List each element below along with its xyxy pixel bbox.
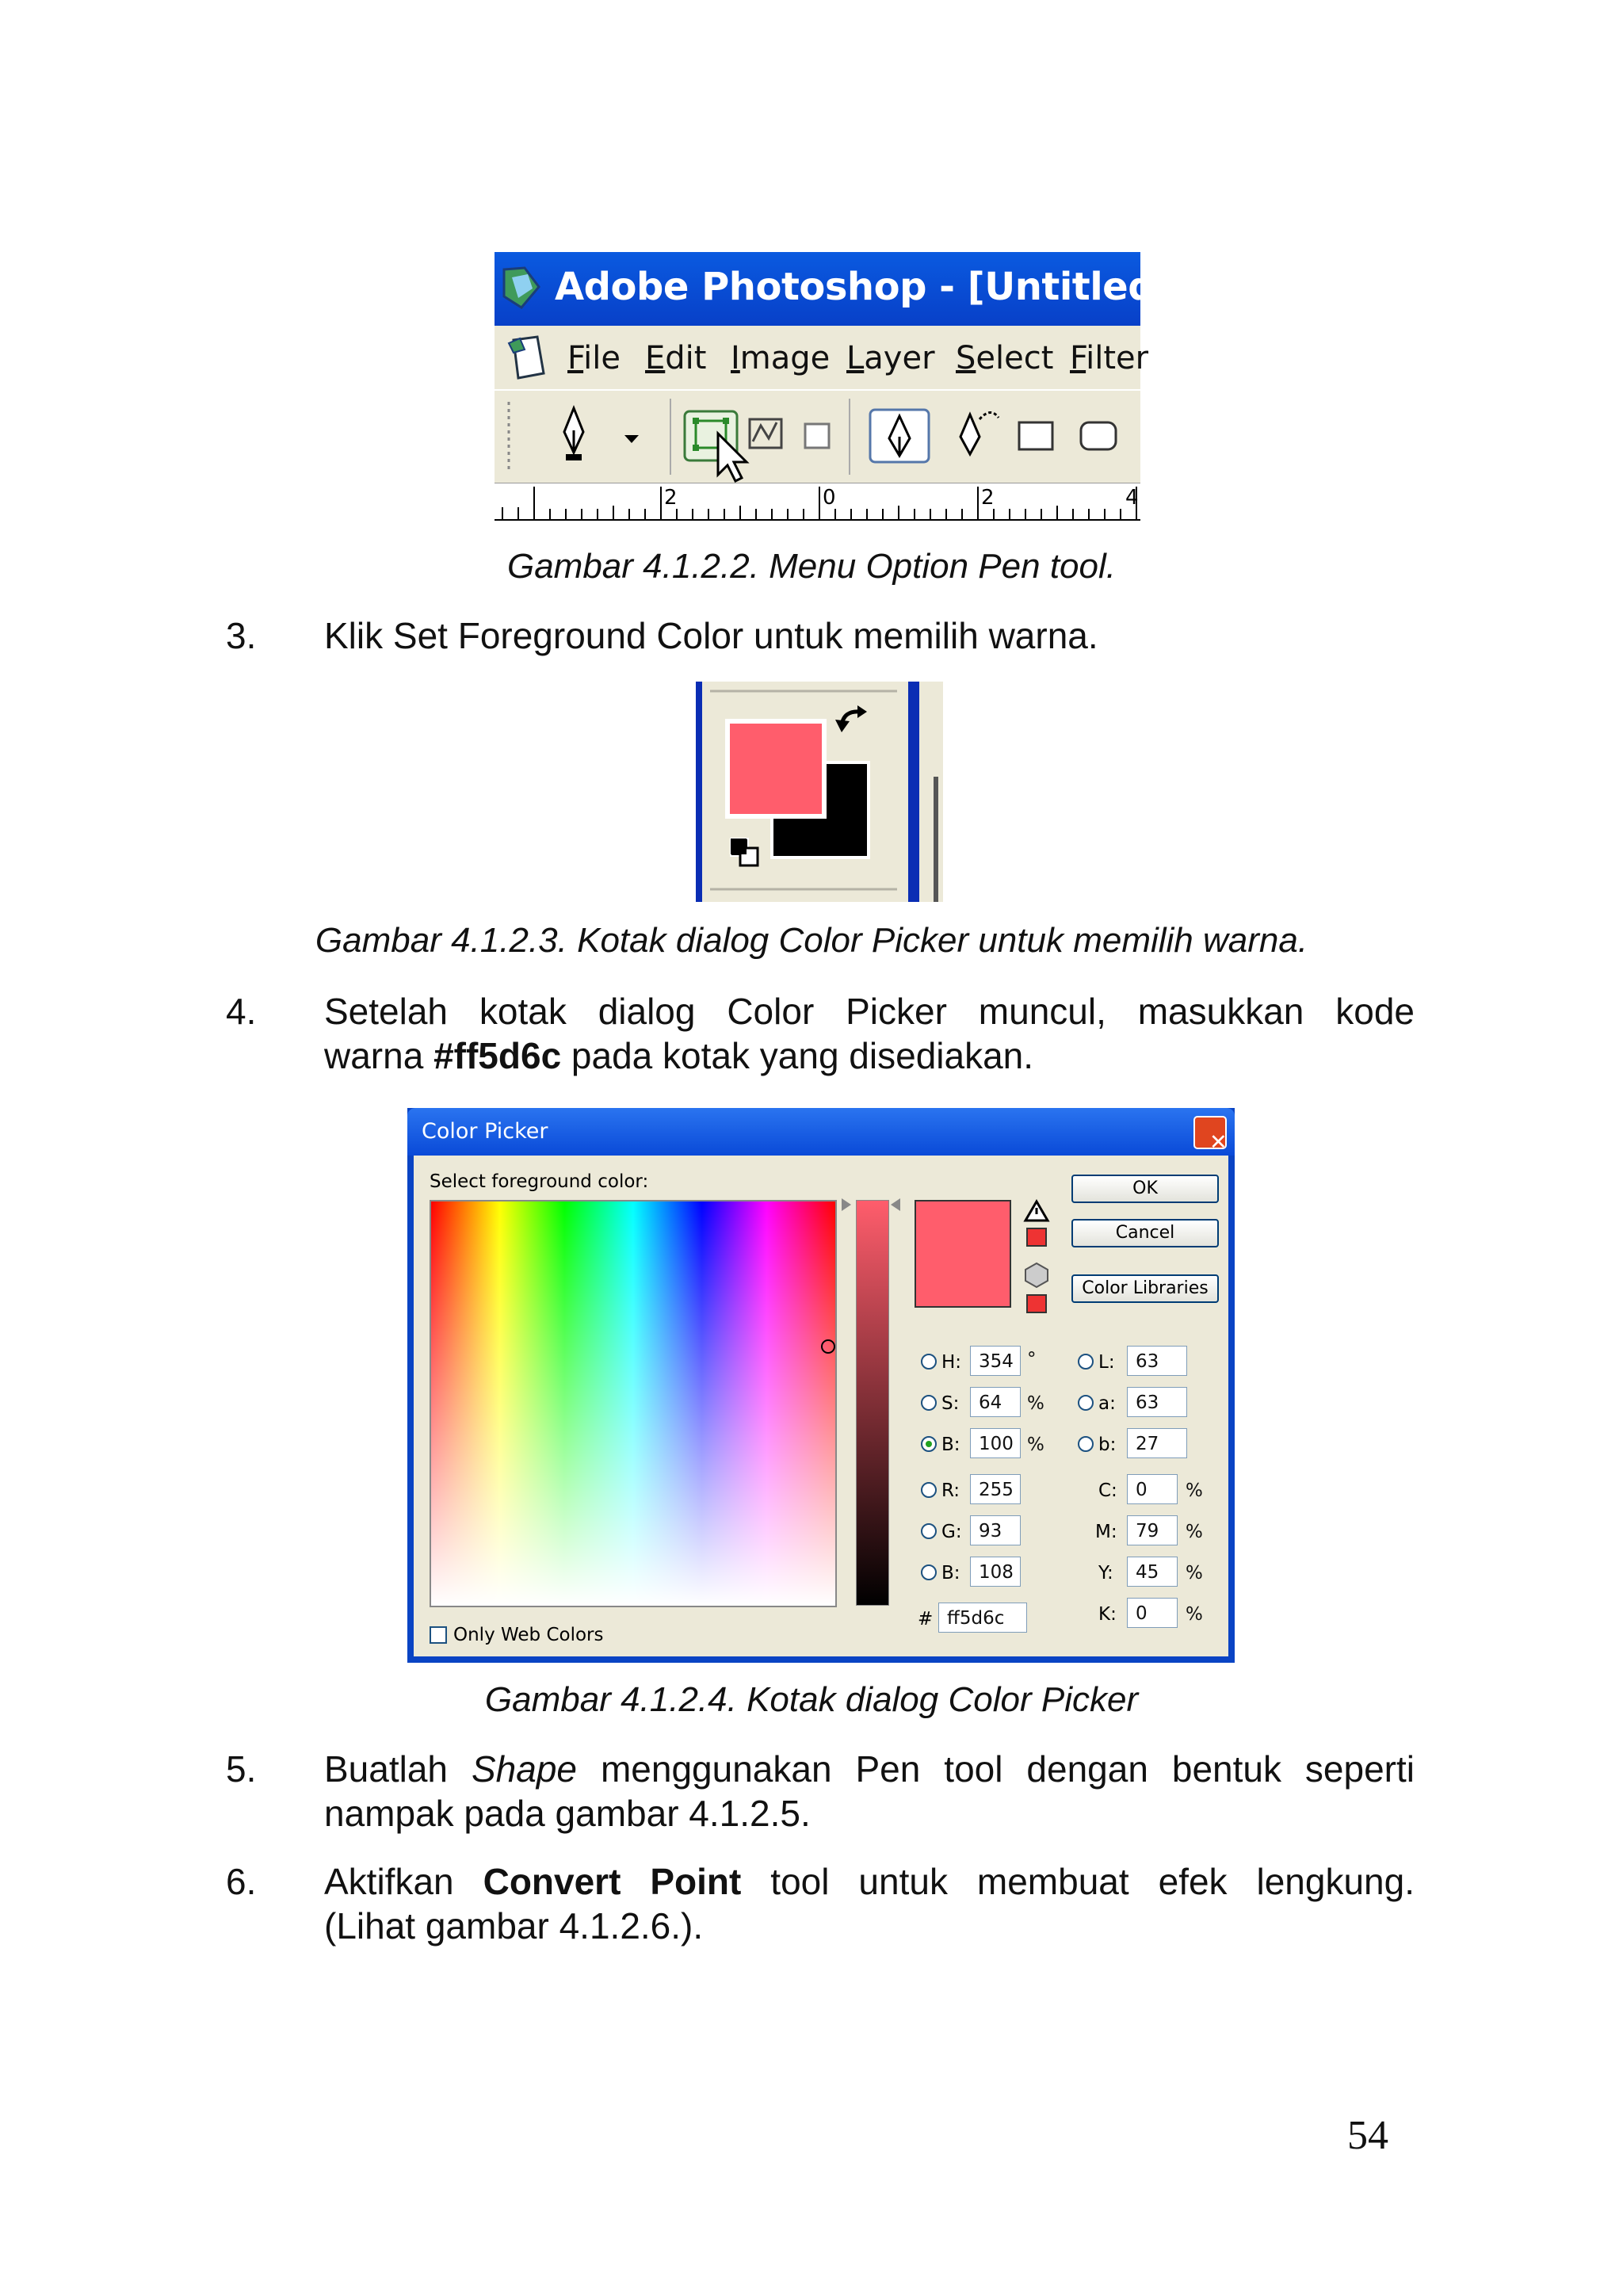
window-title: Adobe Photoshop - [Untitled-1 @ 1	[555, 265, 1286, 309]
menu-select[interactable]: Select	[956, 340, 1054, 376]
step-number: 6.	[226, 1861, 257, 1902]
unit-percent: %	[1186, 1522, 1203, 1542]
color-libraries-button[interactable]: Color Libraries	[1071, 1274, 1219, 1303]
foreground-color-swatch[interactable]	[727, 721, 824, 816]
blue-field[interactable]: 108	[970, 1557, 1021, 1587]
label-b-lab: b:	[1098, 1435, 1117, 1455]
foreground-color-figure	[696, 682, 943, 902]
radio-l[interactable]	[1078, 1354, 1094, 1370]
hex-label: #	[918, 1609, 934, 1629]
step-text-rest: tool untuk membuat efek lengkung.	[741, 1861, 1415, 1902]
shape-term: Shape	[471, 1748, 577, 1790]
menu-bar	[495, 326, 1149, 389]
page-number: 54	[1347, 2113, 1388, 2158]
l-field[interactable]: 63	[1127, 1346, 1187, 1376]
c-field[interactable]: 0	[1127, 1474, 1178, 1504]
web-safe-cube-icon[interactable]	[1025, 1263, 1048, 1287]
r-field[interactable]: 255	[970, 1474, 1021, 1504]
close-button[interactable]	[1193, 1116, 1228, 1155]
radio-b-brightness[interactable]	[921, 1436, 937, 1452]
ok-button[interactable]: OK	[1071, 1175, 1219, 1203]
photoshop-logo-icon	[501, 265, 542, 311]
label-c: C:	[1098, 1480, 1117, 1501]
unit-percent: %	[1186, 1604, 1203, 1625]
slider-right-arrow[interactable]	[891, 1198, 900, 1211]
pen-tool-icon[interactable]	[870, 410, 929, 462]
radio-r[interactable]	[921, 1482, 937, 1498]
radio-a[interactable]	[1078, 1395, 1094, 1411]
step-text-rest: menggunakan Pen tool dengan bentuk seperti	[577, 1748, 1415, 1790]
unit-percent: %	[1027, 1435, 1044, 1455]
step-number: 4.	[226, 991, 257, 1032]
rectangle-tool-icon[interactable]	[1019, 422, 1052, 449]
brightness-slider[interactable]	[856, 1200, 889, 1606]
label-y: Y:	[1098, 1563, 1113, 1584]
step-text-line: Setelah kotak dialog Color Picker muncul, masukkan kode	[324, 991, 1415, 1032]
unit-percent: %	[1027, 1393, 1044, 1414]
ruler-label: 2	[981, 486, 995, 510]
fill-pixels-icon[interactable]	[805, 424, 829, 448]
step-text: Klik Set Foreground Color untuk memilih warna.	[324, 615, 1098, 656]
freeform-pen-icon[interactable]	[960, 412, 999, 454]
radio-b-lab[interactable]	[1078, 1436, 1094, 1452]
menu-edit[interactable]: Edit	[645, 340, 707, 376]
label-r: R:	[941, 1480, 960, 1501]
swap-colors-icon[interactable]	[835, 705, 867, 732]
radio-h[interactable]	[921, 1354, 937, 1370]
step-number: 5.	[226, 1748, 257, 1790]
step-number: 3.	[226, 615, 257, 656]
pen-options-icons	[495, 391, 1140, 483]
label-m: M:	[1095, 1522, 1117, 1542]
figure-caption-3: Gambar 4.1.2.4. Kotak dialog Color Picker	[484, 1680, 1139, 1719]
pen-options-bar	[495, 389, 1140, 483]
menu-file[interactable]: File	[567, 340, 621, 376]
dialog-body	[414, 1156, 1228, 1656]
gamut-warning-icons	[1024, 1200, 1051, 1319]
ruler-label: 0	[823, 486, 836, 510]
rounded-rectangle-tool-icon[interactable]	[1081, 422, 1116, 449]
document-icon	[506, 332, 552, 383]
close-icon: ✕	[1209, 1130, 1228, 1155]
ruler-label: 4	[1125, 486, 1139, 510]
pen-tool-preset-icon[interactable]	[564, 408, 583, 460]
label-b-brightness: B:	[941, 1435, 960, 1455]
color-picker-dialog	[407, 1108, 1235, 1663]
select-foreground-label: Select foreground color:	[430, 1171, 649, 1192]
photoshop-menu-figure	[495, 252, 1286, 521]
label-l: L:	[1098, 1352, 1115, 1373]
h-field[interactable]: 354	[970, 1346, 1021, 1376]
dialog-title: Color Picker	[422, 1119, 548, 1144]
unit-degree: °	[1027, 1349, 1037, 1370]
window-title-bar	[495, 252, 1286, 326]
figure-caption-2: Gambar 4.1.2.3. Kotak dialog Color Picker untuk memilih warna.	[315, 921, 1308, 960]
a-field[interactable]: 63	[1127, 1387, 1187, 1417]
slider-left-arrow[interactable]	[842, 1198, 851, 1211]
unit-percent: %	[1186, 1563, 1203, 1584]
s-field[interactable]: 64	[970, 1387, 1021, 1417]
horizontal-ruler	[495, 483, 1140, 522]
figure-caption-1: Gambar 4.1.2.2. Menu Option Pen tool.	[506, 547, 1116, 586]
label-g: G:	[941, 1522, 962, 1542]
b-lab-field[interactable]: 27	[1127, 1428, 1187, 1458]
current-color-preview	[915, 1200, 1011, 1308]
only-web-colors-checkbox[interactable]	[430, 1626, 447, 1644]
label-blue: B:	[941, 1563, 960, 1584]
step-text-pre: warna	[324, 1035, 434, 1076]
cancel-button[interactable]: Cancel	[1071, 1219, 1219, 1247]
step-text-line: nampak pada gambar 4.1.2.5.	[324, 1793, 811, 1834]
label-s: S:	[941, 1393, 960, 1414]
dialog-title-bar	[407, 1108, 1235, 1156]
b-brightness-field[interactable]: 100	[970, 1428, 1021, 1458]
paths-icon[interactable]	[750, 419, 781, 448]
radio-g[interactable]	[921, 1523, 937, 1539]
step-text-line: (Lihat gambar 4.1.2.6.).	[324, 1905, 704, 1946]
step-text-post: pada kotak yang disediakan.	[561, 1035, 1034, 1076]
hex-field[interactable]: ff5d6c	[938, 1603, 1027, 1633]
menu-image[interactable]: Image	[731, 340, 831, 376]
color-field[interactable]	[430, 1200, 837, 1607]
step-text-pre: Buatlah	[324, 1748, 472, 1790]
convert-point-term: Convert Point	[483, 1861, 742, 1902]
color-code: #ff5d6c	[433, 1035, 562, 1076]
menu-layer[interactable]: Layer	[846, 340, 935, 376]
default-colors-icon[interactable]	[731, 839, 758, 865]
label-k: K:	[1098, 1604, 1117, 1625]
color-field-marker[interactable]	[821, 1339, 835, 1354]
radio-blue[interactable]	[921, 1564, 937, 1580]
step-text-pre: Aktifkan	[324, 1861, 483, 1902]
menu-filter[interactable]: Filter	[1070, 340, 1149, 376]
label-h: H:	[941, 1352, 962, 1373]
g-field[interactable]: 93	[970, 1515, 1021, 1545]
only-web-colors-label: Only Web Colors	[453, 1625, 604, 1645]
y-field[interactable]: 45	[1127, 1557, 1178, 1587]
m-field[interactable]: 79	[1127, 1515, 1178, 1545]
label-a: a:	[1098, 1393, 1116, 1414]
preset-dropdown-icon[interactable]	[624, 435, 639, 443]
out-of-gamut-warning-icon[interactable]	[1025, 1201, 1048, 1221]
ruler-label: 2	[664, 486, 678, 510]
k-field[interactable]: 0	[1127, 1598, 1178, 1628]
unit-percent: %	[1186, 1480, 1203, 1501]
radio-s[interactable]	[921, 1395, 937, 1411]
